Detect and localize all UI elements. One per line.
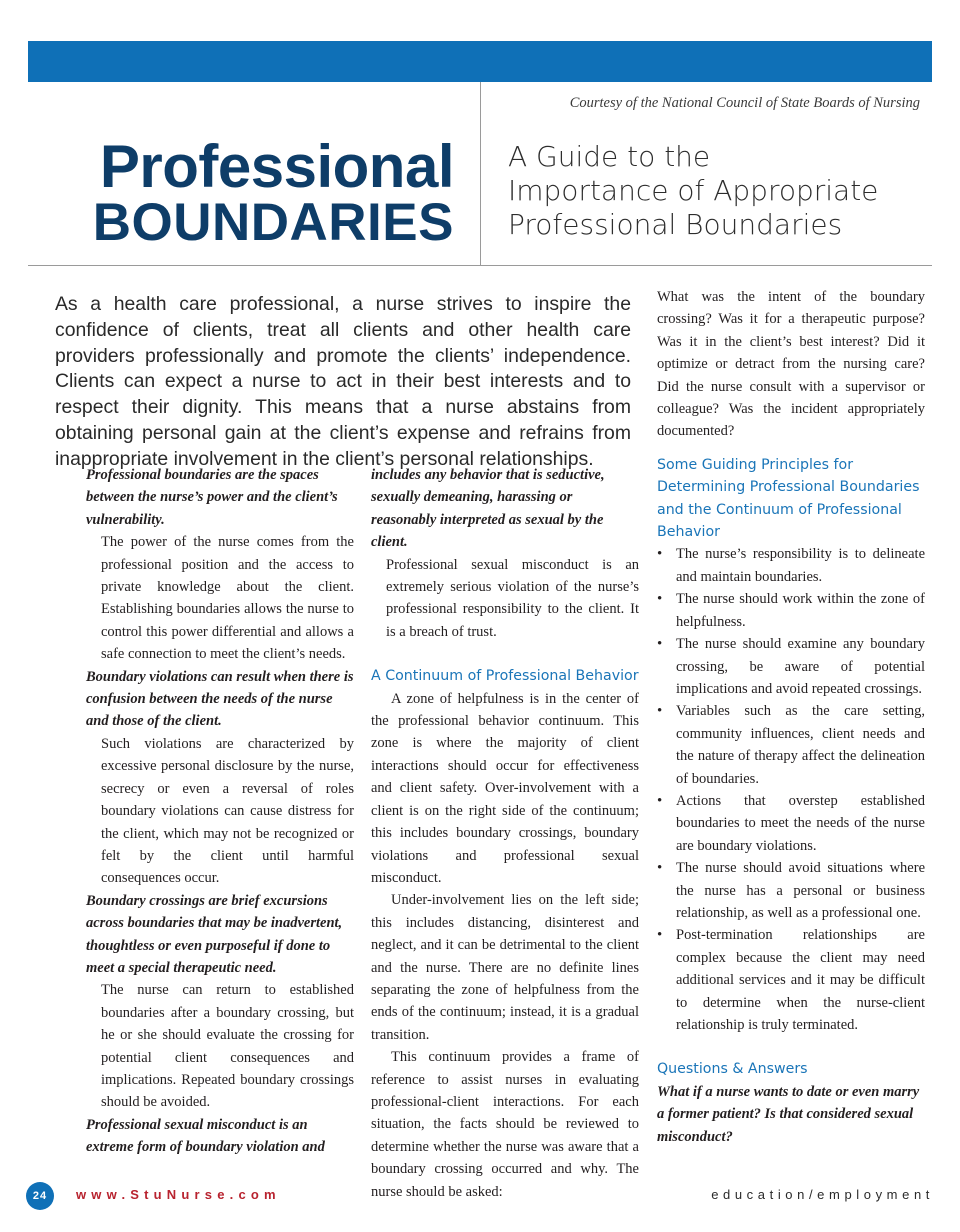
list-item: • The nurse’s responsibility is to delineate and maintain boundaries. — [657, 543, 925, 588]
subtitle-line: Professional Boundaries — [508, 208, 843, 241]
body-paragraph: This continuum provides a frame of reference to assist nurses in evaluating professional-client interactions. For each situation, the facts should be reviewed to determine whether the nurse was aware that a boundary crossing occurred and why. The nurse should be asked: — [371, 1049, 639, 1200]
list-item: • Post-termination relationships are complex because the client may need additional services and it may be difficult to determine when the nurse-client relationship is truly terminated. — [657, 924, 925, 1036]
body-paragraph: What was the intent of the boundary crossing? Was it for a therapeutic purpose? Was it in the client’s best interest? Did it optimize or detract from the nursing care? Did the nurse consult with a supervisor or colleague? Was the incident appropriately documented? — [657, 289, 925, 440]
section-heading-continuum: A Continuum of Professional Behavior — [371, 668, 639, 685]
subtitle-line: Importance of Appropriate — [508, 174, 879, 207]
body-paragraph: Such violations are characterized by excessive personal disclosure by the nurse, secrecy or even a reversal of roles boundary violations can cause distress for the client, which may not be recognized or felt by the client until harmful consequences occur. — [101, 735, 354, 887]
section-heading-qa: Questions & Answers — [657, 1061, 808, 1078]
title-line-2: BOUNDARIES — [92, 193, 454, 252]
header-vertical-divider — [480, 82, 481, 266]
lead-crossings: Boundary crossings are brief excursions across boundaries that may be inadvertent, thoughtless or even purposeful if done to meet a special therapeutic need. — [86, 892, 343, 976]
list-item: • The nurse should examine any boundary crossing, be aware of potential implications and avoid repeated crossings. — [657, 633, 925, 700]
body-paragraph: The power of the nurse comes from the professional position and the access to private knowledge about the client. Establishing boundaries allows the nurse to control this power differential and allows a safe connection to meet the client’s needs. — [101, 534, 354, 663]
list-item: • The nurse should work within the zone of helpfulness. — [657, 588, 925, 633]
page-number-badge: 24 — [26, 1182, 54, 1210]
column-1 — [86, 464, 354, 1159]
body-paragraph: Professional sexual misconduct is an extremely serious violation of the nurse’s professional responsibility to the client. It is a breach of trust. — [386, 556, 639, 640]
column-2 — [371, 464, 639, 1203]
list-item: • Variables such as the care setting, community influences, client needs and the nature of therapy affect the delineation of boundaries. — [657, 700, 925, 790]
lead-misconduct-continued: includes any behavior that is seductive, sexually demeaning, harassing or reasonably interpreted as sexual by the client. — [371, 467, 605, 551]
courtesy-line: Courtesy of the National Council of State Boards of Nursing — [569, 95, 920, 111]
lead-boundaries: Professional boundaries are the spaces between the nurse’s power and the client’s vulnerability. — [86, 467, 338, 528]
section-label: education/employment — [711, 1187, 934, 1202]
subtitle — [508, 140, 878, 242]
body-paragraph: A zone of helpfulness is in the center of the professional behavior continuum. This zone is where the majority of client interactions should occur for effectiveness and client safety. Over-involvement with a client is on the right side of the continuum; this includes boundary crossings, boundary violations and professional sexual misconduct. — [371, 690, 639, 886]
website-link[interactable]: www.StuNurse.com — [76, 1187, 281, 1202]
column-3 — [657, 286, 925, 1148]
top-color-bar — [28, 41, 932, 82]
list-item: • The nurse should avoid situations where the nurse has a personal or business relationship, as well as a professional one. — [657, 857, 925, 924]
intro-paragraph: As a health care professional, a nurse strives to inspire the confidence of clients, treat all clients and other health care providers professionally and promote the clients’ independence. Clients can expect a nurse to act in their best interests and to respect their dignity. This means that a nurse abstains from obtaining personal gain at the client’s expense and refrains from inappropriate involvement in the client’s personal relationships. — [55, 293, 631, 470]
lead-misconduct: Professional sexual misconduct is an extreme form of boundary violation and — [86, 1116, 325, 1156]
body-paragraph: The nurse can return to established boundaries after a boundary crossing, but he or she should evaluate the crossing for potential client consequences and implications. Repeated boundary crossings should be avoided. — [101, 982, 354, 1111]
header-horizontal-divider — [28, 265, 932, 266]
lead-violations: Boundary violations can result when there is confusion between the needs of the nurse and those of the client. — [86, 668, 354, 730]
principles-list — [657, 543, 925, 1036]
section-heading-principles: Some Guiding Principles for Determining Professional Boundaries and the Continuum of Professional Behavior — [657, 456, 920, 541]
qa-question: What if a nurse wants to date or even marry a former patient? Is that considered sexual misconduct? — [657, 1083, 920, 1145]
subtitle-line: A Guide to the — [508, 140, 711, 173]
title-line-1: Professional — [99, 133, 454, 200]
page-title — [92, 133, 454, 252]
body-paragraph: Under-involvement lies on the left side; this includes distancing, disinterest and neglect, and it can be detrimental to the client and the nurse. There are no definite lines separating the zone of helpfulness from the ends of the continuum; instead, it is a gradual transition. — [371, 892, 639, 1043]
list-item: • Actions that overstep established boundaries to meet the needs of the nurse are boundary violations. — [657, 790, 925, 857]
